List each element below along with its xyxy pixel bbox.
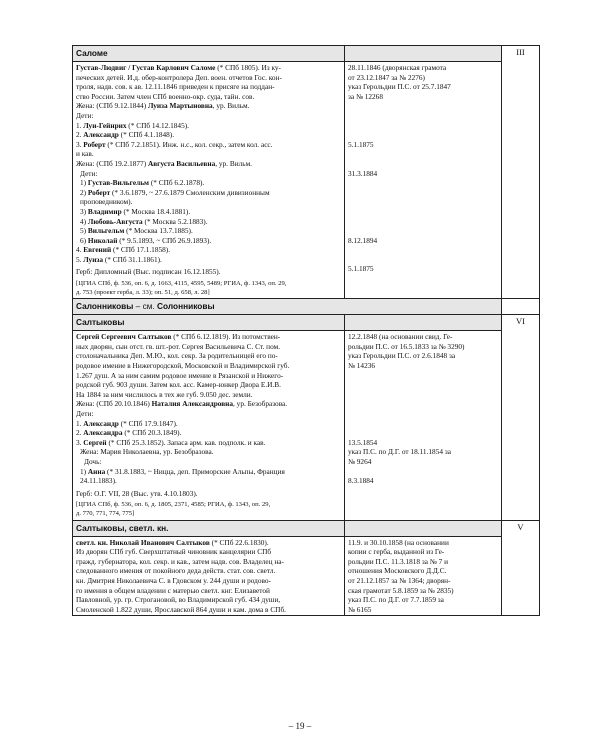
text-line: Густав-Людвиг / Густав Карлович Саломе (* СПб 1805). Из ку- bbox=[76, 63, 281, 72]
see-target: Солонниковы bbox=[157, 301, 215, 312]
text-line: 5) Вильгельм (* Москва 13.7.1885). bbox=[80, 226, 193, 236]
text-line: 4) Любовь-Августа (* Москва 5.2.1883). bbox=[80, 216, 208, 226]
entry-body-saltykovy-princes bbox=[73, 536, 540, 616]
text-line: Павловной, ур. гр. Строгановой, во Владимирской губ. 434 души, bbox=[76, 595, 281, 605]
date-line: 13.5.1854 bbox=[348, 437, 378, 447]
date-line: рольдии П.С. от 16.5.1833 за № 3290) bbox=[348, 341, 465, 351]
text-line: 1.267 душ. А за ним самим родовое имение в Рязанской и Нижего- bbox=[76, 370, 284, 380]
source-line: д. 770, 771, 774, 775] bbox=[76, 509, 135, 517]
cross-reference: Салонниковы – см. Солонниковы bbox=[76, 301, 215, 312]
page-number: – 19 – bbox=[288, 721, 312, 731]
text-line: гражд. губернатора, кол. секр. и кав., затем надв. сов. Владелец на- bbox=[76, 556, 284, 566]
text-line: 6) Николай (* 9.5.1893, ~ СПб 26.9.1893). bbox=[80, 235, 212, 245]
text-line: Дочь: bbox=[84, 456, 102, 466]
text-line: Дети: bbox=[80, 168, 98, 178]
text-line: 2. Александра (* СПб 20.3.1849). bbox=[76, 428, 182, 438]
entry-body-saltykovy bbox=[73, 331, 540, 520]
text-line: столоначальника Деп. М.Ю., кол. секр. За родительницей его по- bbox=[76, 351, 278, 361]
entry-body-salome bbox=[73, 62, 540, 299]
date-line: указ Герольдии П.С. от 2.6.1848 за bbox=[348, 351, 456, 361]
date-line: 8.3.1884 bbox=[348, 476, 374, 486]
text-line: Из дворян СПб губ. Сверхштатный чиновник канцелярии СПб bbox=[76, 547, 272, 557]
date-line: 28.11.1846 (дворянская грамота bbox=[348, 63, 447, 72]
text-line: 3. Роберт (* СПб 7.2.1851). Инж. н.с., кол. секр., затем кол. асс. bbox=[76, 139, 273, 149]
date-line: за № 12268 bbox=[348, 91, 383, 101]
text-line: следованного имения от покойного деда действ. стат. сов. светл. bbox=[76, 566, 276, 576]
text-line: ных дворян, сын отст. гв. шт.-рот. Сергея Васильевича С. Ст. пом. bbox=[76, 341, 281, 351]
source-line: [ЦГИА СПб, ф. 536, оп. 6, д. 1663, 4115, 4595, 5489; РГИА, ф. 1343, оп. 29, bbox=[76, 280, 287, 288]
date-line: № 9264 bbox=[348, 456, 372, 466]
text-line: 5. Луиза (* СПб 31.1.1861). bbox=[76, 254, 162, 264]
text-line: Жена: (СПб 9.12.1844) Луиза Мартыновна, ур. Вильм. bbox=[76, 101, 250, 111]
text-line: 24.11.1883). bbox=[80, 476, 117, 486]
text-line: 1) Густав-Вильгельм (* СПб 6.2.1878). bbox=[80, 178, 205, 188]
text-line: 1) Анна (* 31.8.1883, ~ Ницца, деп. Приморские Альпы, Франция bbox=[80, 466, 285, 476]
text-line: Сергей Сергеевич Салтыков (* СПб 6.12.1819). Из потомствен- bbox=[76, 332, 281, 342]
text-line: родовое имение в Нижегородской, Московской и Владимирской губ. bbox=[76, 361, 290, 371]
genealogy-page bbox=[72, 45, 532, 616]
date-line: от 23.12.1847 за № 2276) bbox=[348, 72, 425, 82]
text-line: родской губ. 903 души. Затем кол. асс. Камер-юнкер Двора Е.И.В. bbox=[76, 380, 281, 390]
entry-title: Саломе bbox=[76, 48, 108, 58]
text-line: светл. кн. Николай Иванович Салтыков (* СПб 22.6.1830). bbox=[76, 537, 269, 547]
text-line: троля, надв. сов. к ав. 12.11.1846 приведен к присяге на поддан- bbox=[76, 82, 275, 92]
herb-line: Герб: Дипломный (Выс. подписан 16.12.1855). bbox=[76, 267, 221, 277]
text-line: Жена: Мария Николаевна, ур. Безобразова. bbox=[80, 447, 214, 457]
text-line: 1. Александр (* СПб 17.9.1847). bbox=[76, 418, 178, 428]
entry-title: Салтыковы, светл. кн. bbox=[76, 522, 169, 533]
date-line: указ П.С. по Д.Г. от 18.11.1854 за bbox=[348, 447, 451, 457]
entry-header-saltykovy-princes bbox=[73, 520, 540, 536]
entry-title: Салтыковы bbox=[76, 317, 125, 328]
entry-header-salome bbox=[73, 46, 540, 62]
text-line: Дети: bbox=[76, 409, 94, 418]
text-line: проповедником). bbox=[80, 197, 133, 207]
date-line: указ П.С. по Д.Г. от 7.7.1859 за bbox=[348, 595, 444, 605]
text-line: 4. Евгений (* СПб 17.1.1858). bbox=[76, 245, 171, 255]
date-line: 31.3.1884 bbox=[348, 168, 378, 178]
roman-numeral: V bbox=[517, 521, 524, 532]
text-line: 2. Александр (* СПб 4.1.1848). bbox=[76, 130, 175, 140]
date-line: 12.2.1848 (на основании свид. Ге- bbox=[348, 332, 453, 342]
date-line: № 6165 bbox=[348, 604, 372, 614]
date-line: ская грамотат 5.8.1859 за № 2835) bbox=[348, 585, 454, 595]
date-line: № 14236 bbox=[348, 361, 376, 371]
text-line: и кав. bbox=[76, 149, 94, 159]
source-line: д. 753 (проект герба, л. 33); оп. 51, д. 658, л. 28] bbox=[76, 288, 210, 296]
text-line: ство России. Затем член СПб военно-окр. суда, тайн. сов. bbox=[76, 91, 255, 101]
entry-header-saltykovy bbox=[73, 315, 540, 331]
date-line: от 21.12.1857 за № 1364; дворян- bbox=[348, 575, 451, 585]
date-line: 5.1.1875 bbox=[348, 139, 374, 149]
entry-header-salonnikovy bbox=[73, 299, 540, 315]
source-line: [ЦГИА СПб, ф. 536, оп. 6, д. 1805, 2371, 4585; РГИА, ф. 1343, оп. 29, bbox=[76, 501, 271, 509]
entry-title: Салонниковы bbox=[76, 301, 134, 312]
date-line: копии с герба, выданной из Ге- bbox=[348, 547, 445, 557]
text-line: 3) Владимир (* Москва 18.4.1881). bbox=[80, 206, 191, 216]
text-line: Смоленской 1.822 души, Ярославской 864 души и кам. дома в СПб. bbox=[76, 604, 286, 614]
date-line: 11.9. и 30.10.1858 (на основании bbox=[348, 537, 449, 547]
genealogy-table bbox=[72, 45, 540, 616]
herb-line: Герб: О.Г. VII, 28 (Выс. утв. 4.10.1803). bbox=[76, 488, 198, 498]
date-line: 8.12.1894 bbox=[348, 235, 378, 245]
roman-numeral: VI bbox=[516, 316, 525, 327]
date-line: рольдии П.С. 11.3.1818 за № 7 и bbox=[348, 556, 448, 566]
text-line: 3. Сергей (* СПб 25.3.1852). Запаса арм. кав. подполк. и кав. bbox=[76, 437, 266, 447]
text-line: 1. Луи-Гейнрих (* СПб 14.12.1845). bbox=[76, 120, 189, 130]
date-line: 5.1.1875 bbox=[348, 264, 374, 274]
date-line: отношения Московского Д.Д.С. bbox=[348, 566, 447, 576]
text-line: го имения в общем владении с матерью светл. кнг. Елизаветой bbox=[76, 585, 270, 595]
text-line: 2) Роберт (* 3.6.1879, ~ 27.6.1879 Смоленским дивизионным bbox=[80, 187, 270, 197]
text-line: Жена: (СПб 20.10.1846) Наталия Александровна, ур. Безобразова. bbox=[76, 399, 288, 409]
text-line: кн. Дмитрия Николаевича С. в Гдовском у. 244 души и родово- bbox=[76, 575, 271, 585]
text-line: Жена: (СПб 19.2.1877) Августа Васильевна, ур. Вильм. bbox=[76, 158, 253, 168]
date-line: указ Герольдии П.С. от 25.7.1847 bbox=[348, 82, 451, 92]
roman-numeral: III bbox=[516, 47, 525, 57]
text-line: На 1884 за ним числилось в тех же губ. 9.050 дес. земли. bbox=[76, 389, 253, 399]
text-line: Дети: bbox=[76, 110, 94, 120]
text-line: печеских детей. И.д. обер-контролера Деп. воен. отчетов Гос. кон- bbox=[76, 72, 282, 82]
